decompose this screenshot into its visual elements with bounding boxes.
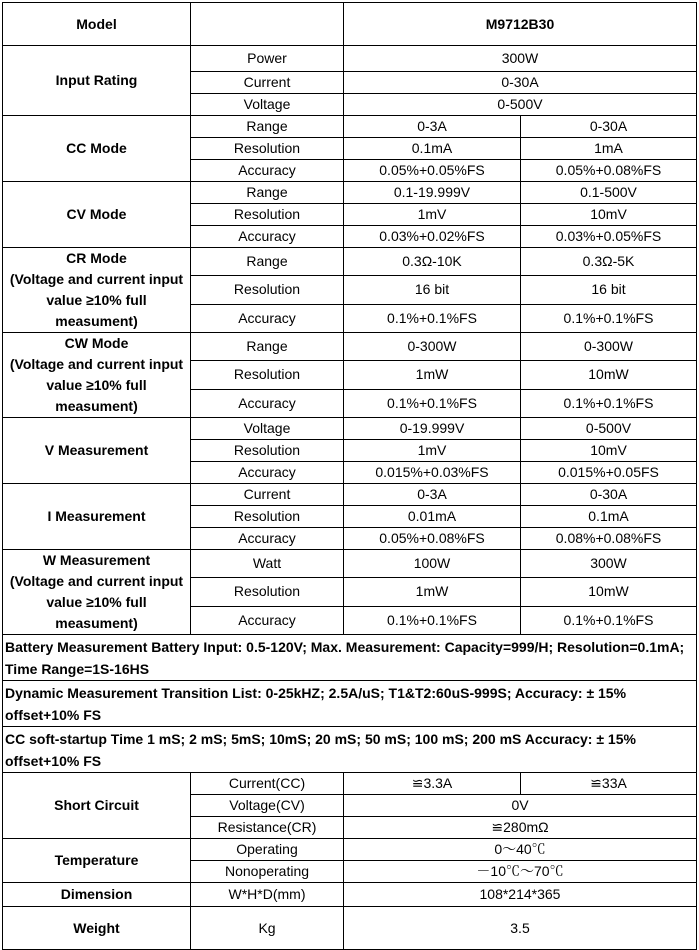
table-row [3, 182, 697, 204]
value-low: 0.015%+0.03%FS [344, 462, 521, 484]
value-low: 100W [344, 550, 521, 578]
value-low: 0.05%+0.08%FS [344, 528, 521, 550]
param-cell: Resolution [191, 506, 344, 528]
dynamic-line-2: offset+10% FS [5, 706, 102, 723]
w-measurement-header [3, 550, 191, 635]
value-low: 1mW [344, 578, 521, 606]
value-high: 0-30A [521, 116, 697, 138]
cr-mode-note-line2: value ≥10% full measument) [46, 292, 147, 329]
w-measurement-title: W Measurement [42, 552, 151, 568]
param-cell: Accuracy [191, 528, 344, 550]
param-cell: Power [191, 46, 344, 72]
param-cell: Resistance(CR) [191, 817, 344, 839]
param-cell: Range [191, 248, 344, 276]
cr-mode-title: CR Mode [66, 250, 127, 266]
value-high: 0.1%+0.1%FS [521, 304, 697, 332]
param-cell: Range [191, 182, 344, 204]
value-low: 0.1mA [344, 138, 521, 160]
soft-startup-row [3, 727, 697, 773]
value-high: 10mW [521, 361, 697, 389]
cv-mode-title: CV Mode [3, 182, 191, 248]
value-high: 0.1mA [521, 506, 697, 528]
param-cell: Accuracy [191, 389, 344, 417]
param-cell: Resolution [191, 138, 344, 160]
param-cell: Voltage [191, 94, 344, 116]
input-rating-title: Input Rating [3, 46, 191, 116]
value-high: 0.05%+0.08%FS [521, 160, 697, 182]
model-value: M9712B30 [344, 3, 697, 46]
w-measurement-note-line2: value ≥10% full measument) [46, 594, 147, 631]
battery-measurement-row [3, 635, 697, 681]
value-low: 0.05%+0.05%FS [344, 160, 521, 182]
table-row [3, 839, 697, 861]
dynamic-measurement-row [3, 681, 697, 727]
model-spacer [191, 3, 344, 46]
value-cell: 0-30A [344, 72, 697, 94]
table-row [3, 46, 697, 72]
param-cell: Kg [191, 907, 344, 950]
v-measurement-title: V Measurement [3, 418, 191, 484]
dimension-title: Dimension [3, 883, 191, 907]
dynamic-measurement-text [3, 681, 697, 727]
value-cell: －10℃～70℃ [344, 861, 697, 883]
value-cell: 0～40℃ [344, 839, 697, 861]
table-row [3, 116, 697, 138]
value-low: 0-3A [344, 116, 521, 138]
param-cell: Range [191, 116, 344, 138]
param-cell: Accuracy [191, 304, 344, 332]
battery-line-1: Battery Measurement Battery Input: 0.5-120V; Max. Measurement: Capacity=999/H; Resolution=0.1mA; [5, 638, 685, 655]
table-row [3, 907, 697, 950]
param-cell: Resolution [191, 204, 344, 226]
table-row [3, 550, 697, 578]
weight-title: Weight [3, 907, 191, 950]
model-label: Model [3, 3, 191, 46]
value-high: 16 bit [521, 276, 697, 304]
value-cell: 0V [344, 795, 697, 817]
value-high: 0.03%+0.05%FS [521, 226, 697, 248]
value-high: 0.1-500V [521, 182, 697, 204]
model-row [3, 3, 697, 46]
cw-mode-note-line1: (Voltage and current input [9, 356, 184, 372]
param-cell: Voltage(CV) [191, 795, 344, 817]
param-cell: Accuracy [191, 226, 344, 248]
value-low: 0.1%+0.1%FS [344, 304, 521, 332]
value-low: 0.1%+0.1%FS [344, 606, 521, 634]
i-measurement-title: I Measurement [3, 484, 191, 550]
table-row [3, 418, 697, 440]
cr-mode-header [3, 248, 191, 333]
value-cell: 108*214*365 [344, 883, 697, 907]
param-cell: Current [191, 72, 344, 94]
table-row [3, 773, 697, 795]
table-row [3, 333, 697, 361]
soft-startup-line-1: CC soft-startup Time 1 mS; 2 mS; 5mS; 10mS; 20 mS; 50 mS; 100 mS; 200 mS Accuracy: ± 15% [5, 730, 636, 747]
value-low: 1mV [344, 440, 521, 462]
w-measurement-note-line1: (Voltage and current input [9, 573, 184, 589]
param-cell: Voltage [191, 418, 344, 440]
param-cell: Accuracy [191, 160, 344, 182]
cc-mode-title: CC Mode [3, 116, 191, 182]
value-cell: 3.5 [344, 907, 697, 950]
param-cell: Resolution [191, 276, 344, 304]
param-cell: Resolution [191, 578, 344, 606]
value-low: 0.03%+0.02%FS [344, 226, 521, 248]
value-low: 0.01mA [344, 506, 521, 528]
table-row [3, 248, 697, 276]
value-low: 1mW [344, 361, 521, 389]
param-cell: Accuracy [191, 606, 344, 634]
param-cell: Resolution [191, 361, 344, 389]
value-low: 0-19.999V [344, 418, 521, 440]
value-high: 0-300W [521, 333, 697, 361]
value-high: 10mW [521, 578, 697, 606]
param-cell: W*H*D(mm) [191, 883, 344, 907]
temperature-title: Temperature [3, 839, 191, 883]
table-row [3, 484, 697, 506]
cw-mode-title: CW Mode [64, 335, 129, 351]
param-cell: Operating [191, 839, 344, 861]
soft-startup-line-2: offset+10% FS [5, 752, 102, 769]
cr-mode-note-line1: (Voltage and current input [9, 271, 184, 287]
value-low: 0.3Ω-10K [344, 248, 521, 276]
value-low: 1mV [344, 204, 521, 226]
param-cell: Accuracy [191, 462, 344, 484]
value-high: 0.1%+0.1%FS [521, 606, 697, 634]
value-low: 0.1%+0.1%FS [344, 389, 521, 417]
value-high: 0-500V [521, 418, 697, 440]
param-cell: Watt [191, 550, 344, 578]
cw-mode-note-line2: value ≥10% full measument) [46, 377, 147, 414]
value-high: 0.015%+0.05FS [521, 462, 697, 484]
value-low: 0.1-19.999V [344, 182, 521, 204]
value-high: 0.1%+0.1%FS [521, 389, 697, 417]
value-high: 300W [521, 550, 697, 578]
cw-mode-header [3, 333, 191, 418]
value-high: ≌33A [521, 773, 697, 795]
value-high: 0.3Ω-5K [521, 248, 697, 276]
value-high: 0.08%+0.08%FS [521, 528, 697, 550]
value-cell: 0-500V [344, 94, 697, 116]
battery-measurement-text [3, 635, 697, 681]
param-cell: Range [191, 333, 344, 361]
spec-table [2, 2, 697, 950]
value-high: 0-30A [521, 484, 697, 506]
value-high: 10mV [521, 204, 697, 226]
dynamic-line-1: Dynamic Measurement Transition List: 0-25kHZ; 2.5A/uS; T1&T2:60uS-999S; Accuracy: ± 15% [5, 684, 627, 701]
value-low: ≌3.3A [344, 773, 521, 795]
battery-line-2: Time Range=1S-16HS [5, 660, 150, 677]
value-high: 1mA [521, 138, 697, 160]
value-high: 10mV [521, 440, 697, 462]
value-cell: 300W [344, 46, 697, 72]
table-row [3, 883, 697, 907]
value-cell: ≌280mΩ [344, 817, 697, 839]
param-cell: Current(CC) [191, 773, 344, 795]
param-cell: Resolution [191, 440, 344, 462]
value-low: 0-3A [344, 484, 521, 506]
param-cell: Nonoperating [191, 861, 344, 883]
value-low: 16 bit [344, 276, 521, 304]
param-cell: Current [191, 484, 344, 506]
soft-startup-text [3, 727, 697, 773]
value-low: 0-300W [344, 333, 521, 361]
short-circuit-title: Short Circuit [3, 773, 191, 839]
